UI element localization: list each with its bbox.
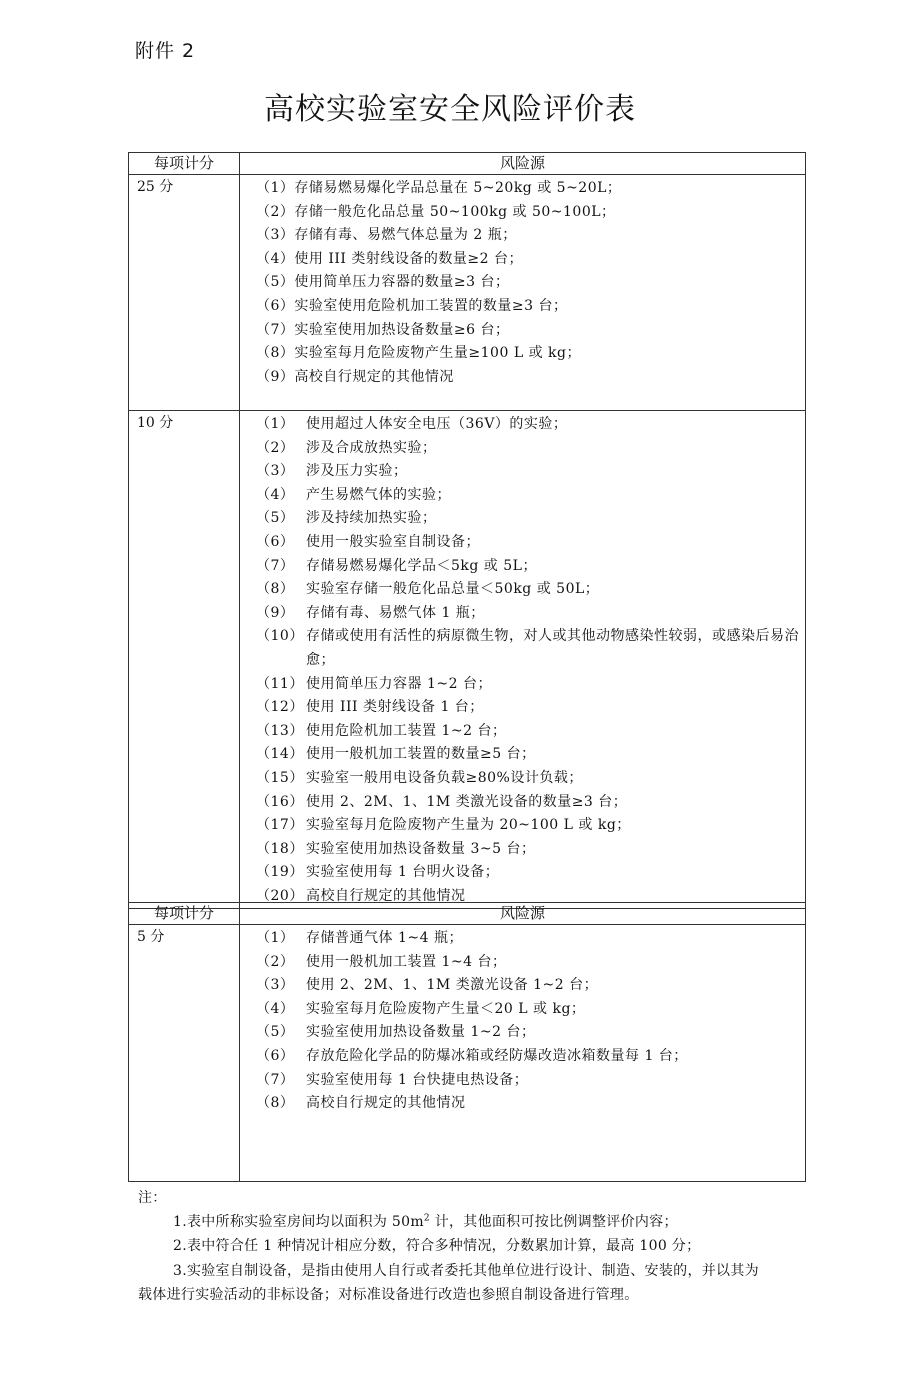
- risk-item-text: 使用 III 类射线设备的数量≥2 台；: [294, 250, 524, 267]
- risk-item: [256, 673, 805, 697]
- risk-item: [256, 1092, 805, 1116]
- risk-item-text: 涉及持续加热实验；: [306, 510, 437, 527]
- risk-item-number: （3）: [256, 977, 295, 994]
- risk-item-text: 存储易燃易爆化学品总量在 5~20kg 或 5~20L；: [294, 180, 622, 196]
- risk-item-text: 实验室使用加热设备数量≥6 台；: [294, 321, 510, 338]
- risk-item-text: 实验室每月危险废物产生量＜20 L 或 kg；: [306, 1000, 586, 1017]
- risk-item-text: 涉及合成放热实验；: [306, 439, 437, 456]
- risk-item-number: （4）: [256, 1000, 295, 1017]
- tier-score: 5 分: [129, 925, 240, 1182]
- risk-item: [256, 319, 805, 343]
- risk-item-text: 实验室使用加热设备数量 3~5 台；: [306, 840, 536, 857]
- risk-item: [256, 366, 805, 390]
- header-risk-source: 风险源: [240, 903, 806, 925]
- risk-item-text: 使用超过人体安全电压（36V）的实验；: [306, 416, 568, 432]
- attachment-label: 附件 2: [135, 40, 196, 62]
- risk-item: [256, 998, 805, 1022]
- risk-item: [256, 951, 805, 975]
- risk-item-text: 实验室使用危险机加工装置的数量≥3 台；: [294, 297, 568, 314]
- risk-item-number: （5）: [256, 510, 295, 527]
- tier-row-5: [129, 925, 806, 1182]
- risk-item-text: 使用一般机加工装置 1~4 台；: [306, 953, 507, 970]
- tier-items-cell: [240, 411, 806, 909]
- note-3: 3.实验室自制设备，是指由使用人自行或者委托其他单位进行设计、制造、安装的，并以其为载体进行实验活动的非标设备；对标准设备进行改造也参照自制设备进行管理。: [138, 1262, 759, 1303]
- risk-item-text: 存储有毒、易燃气体总量为 2 瓶；: [294, 227, 517, 244]
- risk-item: [256, 602, 805, 626]
- notes-heading: 注：: [138, 1190, 167, 1206]
- notes-section: [138, 1186, 768, 1307]
- risk-item-text: 使用危险机加工装置 1~2 台；: [306, 722, 507, 739]
- risk-item: [256, 201, 805, 225]
- risk-item: [256, 460, 805, 484]
- risk-item: [256, 927, 805, 951]
- risk-item: [256, 248, 805, 272]
- risk-item-text: 存储或使用有活性的病原微生物，对人或其他动物感染性较弱，或感染后易治愈；: [306, 628, 799, 668]
- risk-item-text: 实验室使用加热设备数量 1~2 台；: [306, 1024, 536, 1041]
- risk-item-text: 使用简单压力容器 1~2 台；: [306, 675, 492, 692]
- risk-list: [240, 175, 805, 389]
- risk-item-number: （1）: [256, 930, 295, 946]
- risk-item: [256, 1021, 805, 1045]
- risk-item: [256, 696, 805, 720]
- risk-item: [256, 1069, 805, 1093]
- risk-item-number: （6）: [256, 297, 295, 314]
- risk-list: [240, 411, 805, 908]
- risk-item-number: （5）: [256, 1024, 295, 1041]
- header-risk-source: 风险源: [240, 153, 806, 175]
- risk-item: [256, 271, 805, 295]
- risk-item-number: （8）: [256, 581, 295, 598]
- risk-item-number: （1）: [256, 416, 295, 432]
- risk-item-text: 使用一般实验室自制设备；: [306, 533, 480, 550]
- risk-item: [256, 743, 805, 767]
- risk-item-number: （18）: [256, 840, 304, 857]
- note-1: [138, 1210, 768, 1234]
- note-2: 2.表中符合任 1 种情况计相应分数，符合多种情况，分数累加计算，最高 100 分；: [173, 1238, 701, 1255]
- risk-item-text: 高校自行规定的其他情况: [294, 368, 454, 385]
- risk-table-2: [128, 902, 806, 1182]
- risk-item-text: 存放危险化学品的防爆冰箱或经防爆改造冰箱数量每 1 台；: [306, 1047, 688, 1064]
- risk-item-text: 涉及压力实验；: [306, 463, 408, 480]
- risk-item-text: 实验室一般用电设备负载≥80%设计负载；: [306, 769, 583, 786]
- risk-list: [240, 925, 805, 1116]
- tier-score: 25 分: [129, 175, 240, 411]
- risk-item-text: 高校自行规定的其他情况: [306, 887, 466, 904]
- risk-item: [256, 767, 805, 791]
- risk-item-text: 存储有毒、易燃气体 1 瓶；: [306, 604, 485, 621]
- note-1-text: 1.表中所称实验室房间均以面积为 50m: [173, 1214, 424, 1231]
- risk-item: [256, 437, 805, 461]
- risk-item-number: （10）: [256, 628, 304, 645]
- header-score: 每项计分: [129, 153, 240, 175]
- risk-item-number: （7）: [256, 557, 295, 574]
- risk-item-number: （2）: [256, 439, 295, 456]
- risk-item: [256, 1045, 805, 1069]
- risk-item-text: 存储一般危化品总量 50~100kg 或 50~100L；: [294, 203, 616, 220]
- risk-item-number: （2）: [256, 203, 295, 220]
- risk-item-number: （5）: [256, 274, 295, 291]
- risk-item-number: （8）: [256, 1095, 295, 1112]
- risk-item-number: （6）: [256, 1047, 295, 1064]
- risk-item-text: 存储普通气体 1~4 瓶；: [306, 930, 463, 946]
- risk-item-number: （3）: [256, 463, 295, 480]
- risk-item-number: （11）: [256, 675, 304, 692]
- risk-item: [256, 531, 805, 555]
- tier-items-cell: [240, 925, 806, 1182]
- risk-item-number: （20）: [256, 887, 304, 904]
- risk-item: [256, 578, 805, 602]
- risk-item-number: （3）: [256, 227, 295, 244]
- risk-item-text: 高校自行规定的其他情况: [306, 1095, 466, 1112]
- risk-item-number: （7）: [256, 321, 295, 338]
- risk-item-text: 使用简单压力容器的数量≥3 台；: [294, 274, 510, 291]
- risk-item-text: 实验室使用每 1 台明火设备；: [306, 864, 500, 881]
- risk-item: [256, 177, 805, 201]
- risk-item: [256, 720, 805, 744]
- risk-item-number: （19）: [256, 864, 304, 881]
- risk-item: [256, 838, 805, 862]
- risk-item-number: （9）: [256, 604, 295, 621]
- risk-item: [256, 484, 805, 508]
- tier-items-cell: [240, 175, 806, 411]
- risk-item-number: （14）: [256, 746, 304, 763]
- risk-item: [256, 413, 805, 437]
- header-score: 每项计分: [129, 903, 240, 925]
- risk-item: [256, 507, 805, 531]
- risk-item-text: 使用 2、2M、1、1M 类激光设备的数量≥3 台；: [306, 793, 628, 810]
- note-1-superscript: 2: [423, 1213, 430, 1224]
- risk-item-number: （15）: [256, 769, 304, 786]
- risk-item-text: 使用 III 类射线设备 1 台；: [306, 699, 484, 716]
- risk-item-number: （4）: [256, 250, 295, 267]
- risk-item-text: 产生易燃气体的实验；: [306, 486, 451, 503]
- risk-item: [256, 555, 805, 579]
- note-1-text-end: 计，其他面积可按比例调整评价内容；: [429, 1214, 678, 1231]
- risk-item-number: （12）: [256, 699, 304, 716]
- risk-item-text: 实验室使用每 1 台快捷电热设备；: [306, 1071, 529, 1088]
- page-title: 高校实验室安全风险评价表: [264, 92, 636, 127]
- risk-item-number: （7）: [256, 1071, 295, 1088]
- risk-item-number: （6）: [256, 533, 295, 550]
- tier-row-10: [129, 411, 806, 909]
- risk-item-text: 使用 2、2M、1、1M 类激光设备 1~2 台；: [306, 977, 599, 994]
- risk-item-text: 实验室每月危险废物产生量≥100 L 或 kg；: [294, 345, 581, 362]
- tier-score: 10 分: [129, 411, 240, 909]
- risk-item-number: （13）: [256, 722, 304, 739]
- risk-item-number: （8）: [256, 345, 295, 362]
- risk-table-1: [128, 152, 806, 909]
- risk-item-number: （4）: [256, 486, 295, 503]
- risk-item: [256, 625, 805, 672]
- risk-item-text: 实验室存储一般危化品总量＜50kg 或 50L；: [306, 581, 600, 598]
- risk-item-text: 实验室每月危险废物产生量为 20~100 L 或 kg；: [306, 817, 631, 834]
- table-header-row: [129, 903, 806, 925]
- risk-item-text: 使用一般机加工装置的数量≥5 台；: [306, 746, 536, 763]
- tier-row-25: [129, 175, 806, 411]
- risk-item: [256, 814, 805, 838]
- risk-item: [256, 224, 805, 248]
- risk-item-number: （1）: [256, 180, 295, 196]
- risk-item: [256, 295, 805, 319]
- risk-item-number: （2）: [256, 953, 295, 970]
- risk-item: [256, 342, 805, 366]
- risk-item-number: （9）: [256, 368, 295, 385]
- risk-item-number: （16）: [256, 793, 304, 810]
- risk-item: [256, 861, 805, 885]
- risk-item: [256, 974, 805, 998]
- risk-item: [256, 791, 805, 815]
- table-header-row: [129, 153, 806, 175]
- risk-item-number: （17）: [256, 817, 304, 834]
- risk-item-text: 存储易燃易爆化学品＜5kg 或 5L；: [306, 557, 537, 574]
